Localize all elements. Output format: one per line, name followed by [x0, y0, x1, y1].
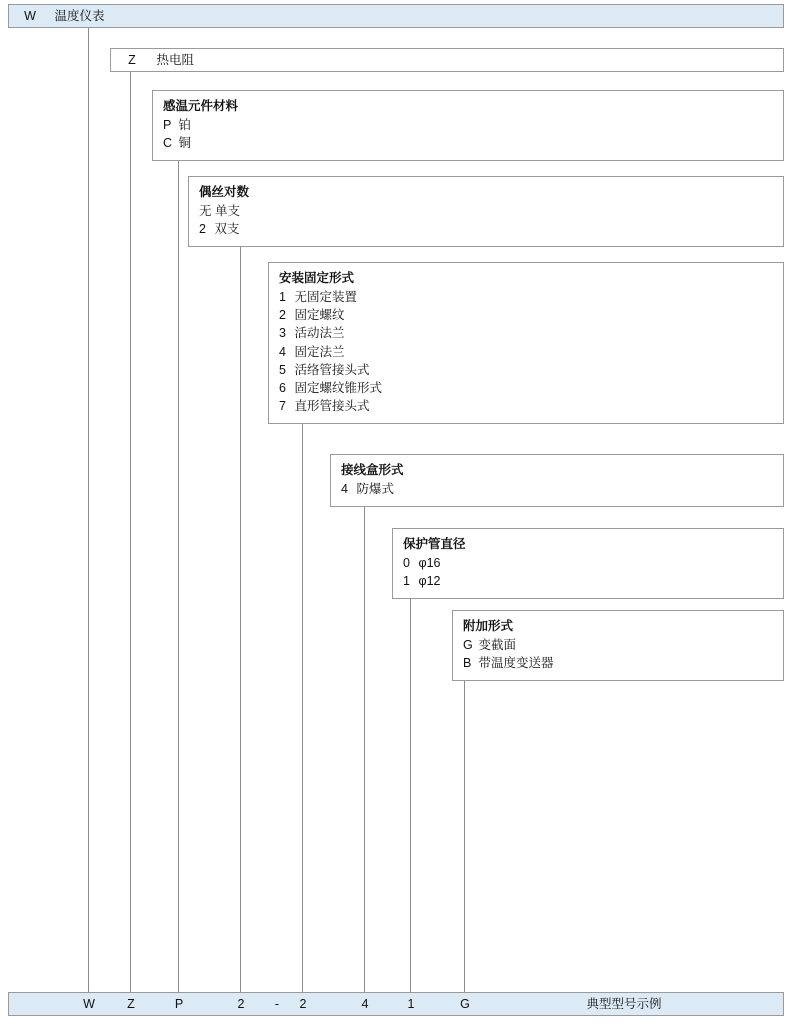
option-code: 1 [403, 574, 410, 589]
stem-level-1 [130, 70, 131, 992]
option-code: 5 [279, 362, 286, 377]
option-code: 3 [279, 326, 286, 341]
option-row [463, 654, 773, 672]
summary-bar [8, 992, 784, 1016]
option-code: G [463, 638, 473, 653]
group-protection-tube-diameter [392, 528, 784, 599]
option-label: 固定螺纹 [294, 308, 345, 323]
option-label: φ12 [418, 574, 441, 589]
option-label: 固定法兰 [294, 344, 345, 359]
option-code: B [463, 656, 472, 671]
instrument-type-code: W [24, 9, 36, 23]
group-wire-pairs [188, 176, 784, 247]
stem-level-3 [240, 198, 241, 992]
option-label: 直形管接头式 [294, 398, 370, 413]
instrument-type-banner [8, 4, 784, 28]
option-code: 2 [199, 222, 206, 237]
option-code: 无 [199, 204, 212, 219]
option-code: P [163, 118, 172, 133]
option-row [199, 202, 773, 220]
group-title: 感温元件材料 [163, 99, 239, 113]
option-code: 0 [403, 556, 410, 571]
summary-code-cell: Z [127, 997, 135, 1011]
stem-level-6 [410, 548, 411, 992]
group-additional-type [452, 610, 784, 681]
option-label: 固定螺纹锥形式 [294, 380, 382, 395]
option-row [279, 343, 773, 361]
stem-level-2 [178, 112, 179, 992]
group-sensor-material [152, 90, 784, 161]
group-mounting-type [268, 262, 784, 424]
option-row [403, 572, 773, 590]
summary-code-cell: P [174, 997, 184, 1011]
option-code: 6 [279, 380, 286, 395]
instrument-type-label: 温度仪表 [54, 9, 105, 23]
option-label: 活动法兰 [294, 326, 345, 341]
sensor-kind-label: 热电阻 [156, 53, 194, 67]
option-label: 单支 [215, 204, 241, 219]
option-row [279, 361, 773, 379]
option-row [279, 324, 773, 342]
option-row [403, 554, 773, 572]
stem-level-7 [464, 630, 465, 992]
option-code: 2 [279, 308, 286, 323]
group-title: 保护管直径 [403, 537, 466, 551]
option-row [463, 636, 773, 654]
option-label: 防爆式 [356, 482, 394, 497]
summary-code-cell: 2 [299, 997, 307, 1011]
option-label: 双支 [214, 222, 240, 237]
stem-level-5 [364, 474, 365, 992]
option-label: 变截面 [478, 638, 516, 653]
option-row [279, 379, 773, 397]
option-label: 铂 [178, 118, 191, 133]
summary-code-cell: 4 [361, 997, 369, 1011]
option-code: 1 [279, 290, 286, 305]
option-label: 无固定装置 [294, 290, 357, 305]
option-row [279, 397, 773, 415]
group-title: 附加形式 [463, 619, 514, 633]
option-code: 4 [279, 344, 286, 359]
summary-code-cell: 1 [407, 997, 415, 1011]
sensor-kind-code: Z [128, 53, 136, 67]
group-title: 偶丝对数 [199, 185, 250, 199]
summary-note: 典型型号示例 [586, 997, 662, 1011]
option-row [279, 306, 773, 324]
option-row [163, 134, 773, 152]
option-code: 7 [279, 398, 286, 413]
option-code: 4 [341, 482, 348, 497]
group-junction-box-type [330, 454, 784, 507]
option-label: 活络管接头式 [294, 362, 370, 377]
group-title: 安装固定形式 [279, 271, 355, 285]
stem-level-0 [88, 28, 89, 992]
summary-code-cell: - [274, 997, 280, 1011]
option-label: 带温度变送器 [478, 656, 554, 671]
option-row [199, 220, 773, 238]
option-label: 铜 [178, 136, 191, 151]
option-code: C [163, 136, 173, 151]
group-title: 接线盒形式 [341, 463, 404, 477]
option-row [341, 480, 773, 498]
summary-code-cell: 2 [237, 997, 245, 1011]
sensor-kind-banner [110, 48, 784, 72]
option-row [163, 116, 773, 134]
summary-code-cell: G [460, 997, 470, 1011]
option-label: φ16 [418, 556, 441, 571]
summary-code-cell: W [83, 997, 95, 1011]
option-row [279, 288, 773, 306]
